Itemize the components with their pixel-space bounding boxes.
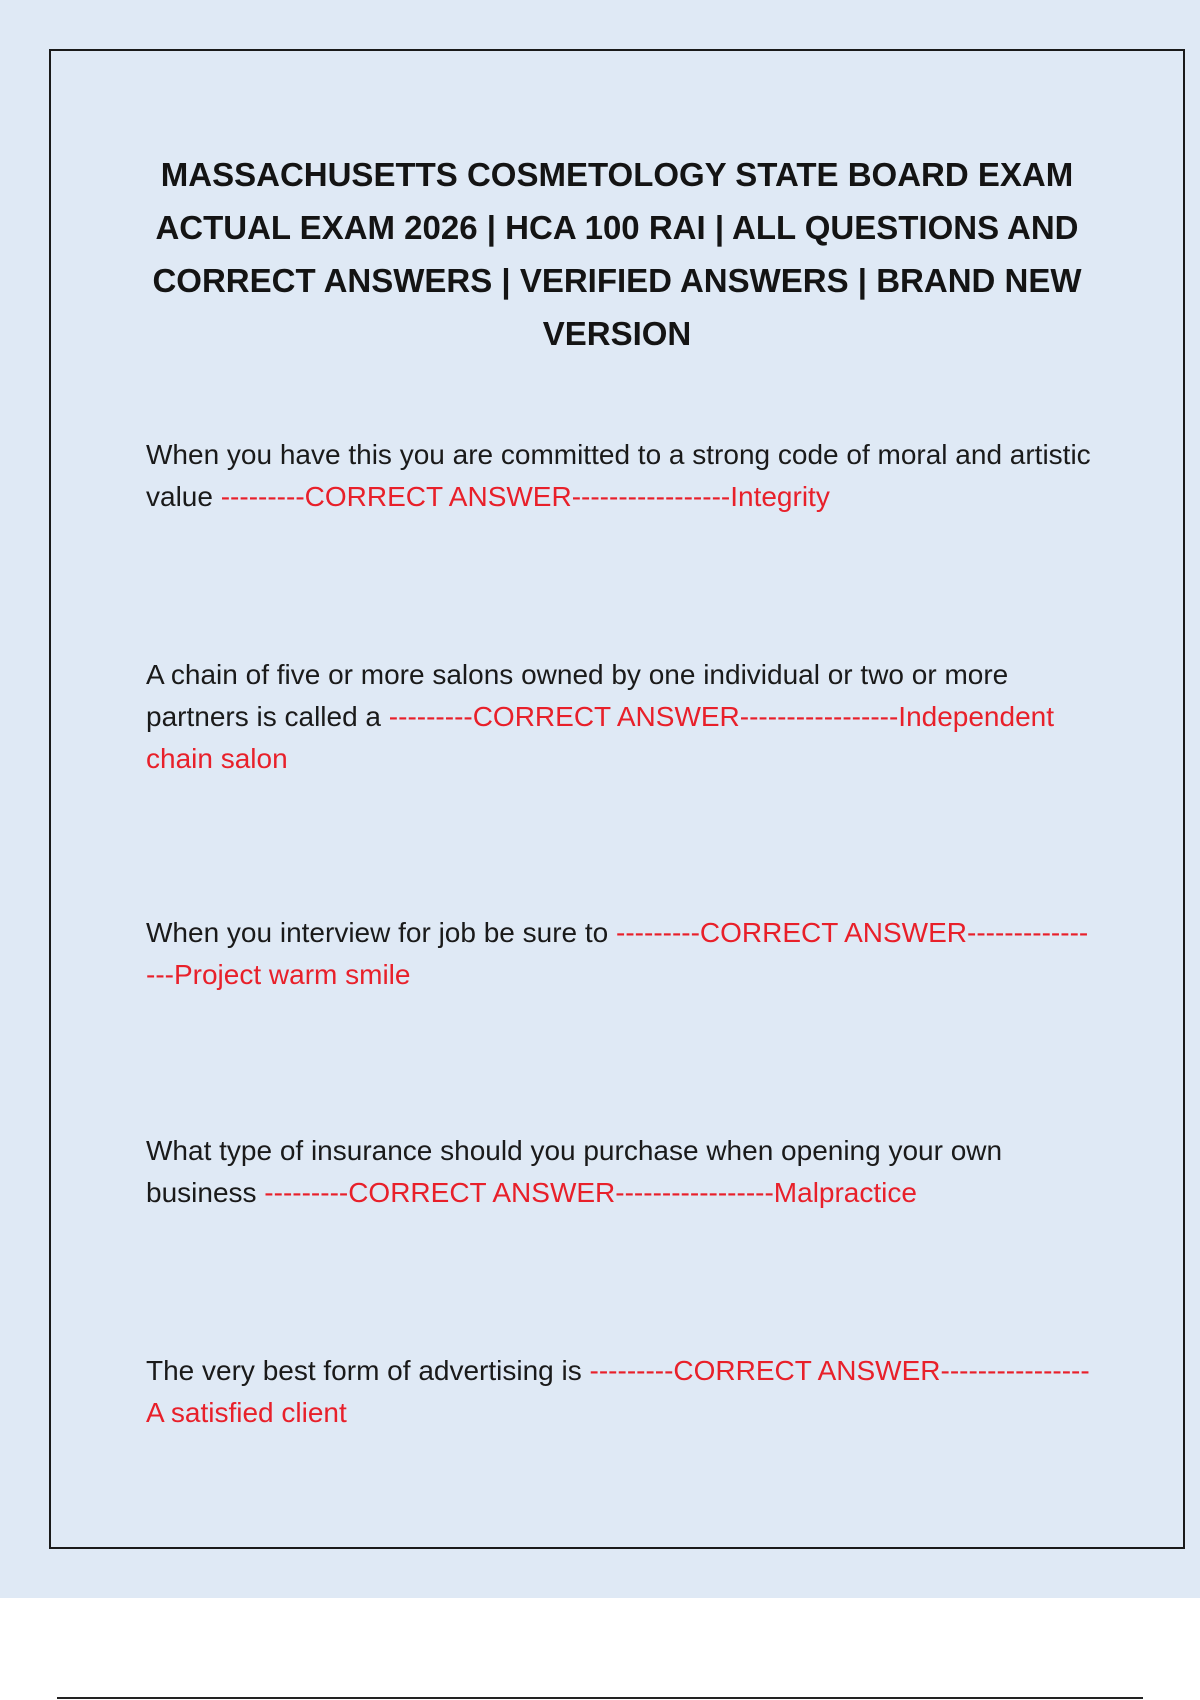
question-text: When you interview for job be sure to — [146, 917, 609, 948]
qa-item-1 — [146, 434, 1096, 518]
qa-item-5 — [146, 1350, 1096, 1434]
answer-text: ---------CORRECT ANSWER----------------Project warm smile — [146, 917, 1089, 990]
qa-item-2 — [146, 654, 1096, 780]
answer-text: ---------CORRECT ANSWER-----------------Malpractice — [264, 1177, 917, 1208]
question-text: What type of insurance should you purchase when opening your own business — [146, 1135, 1003, 1208]
footer-divider — [57, 1697, 1143, 1699]
answer-text: ---------CORRECT ANSWER-----------------Independent chain salon — [146, 701, 1055, 774]
answer-text: ---------CORRECT ANSWER-----------------Integrity — [220, 481, 830, 512]
qa-item-3 — [146, 912, 1096, 996]
question-text: When you have this you are committed to a strong code of moral and artistic value — [146, 439, 1091, 512]
question-text: The very best form of advertising is — [146, 1355, 582, 1386]
answer-text: ---------CORRECT ANSWER----------------A satisfied client — [146, 1355, 1090, 1428]
document-title: MASSACHUSETTS COSMETOLOGY STATE BOARD EXAM ACTUAL EXAM 2026 | HCA 100 RAI | ALL QUESTIONS AND CORRECT ANSWERS | VERIFIED ANSWERS | BRAND NEW VERSION — [152, 156, 1082, 352]
qa-item-4 — [146, 1130, 1096, 1214]
question-text: A chain of five or more salons owned by one individual or two or more partners is called a — [146, 659, 1009, 732]
